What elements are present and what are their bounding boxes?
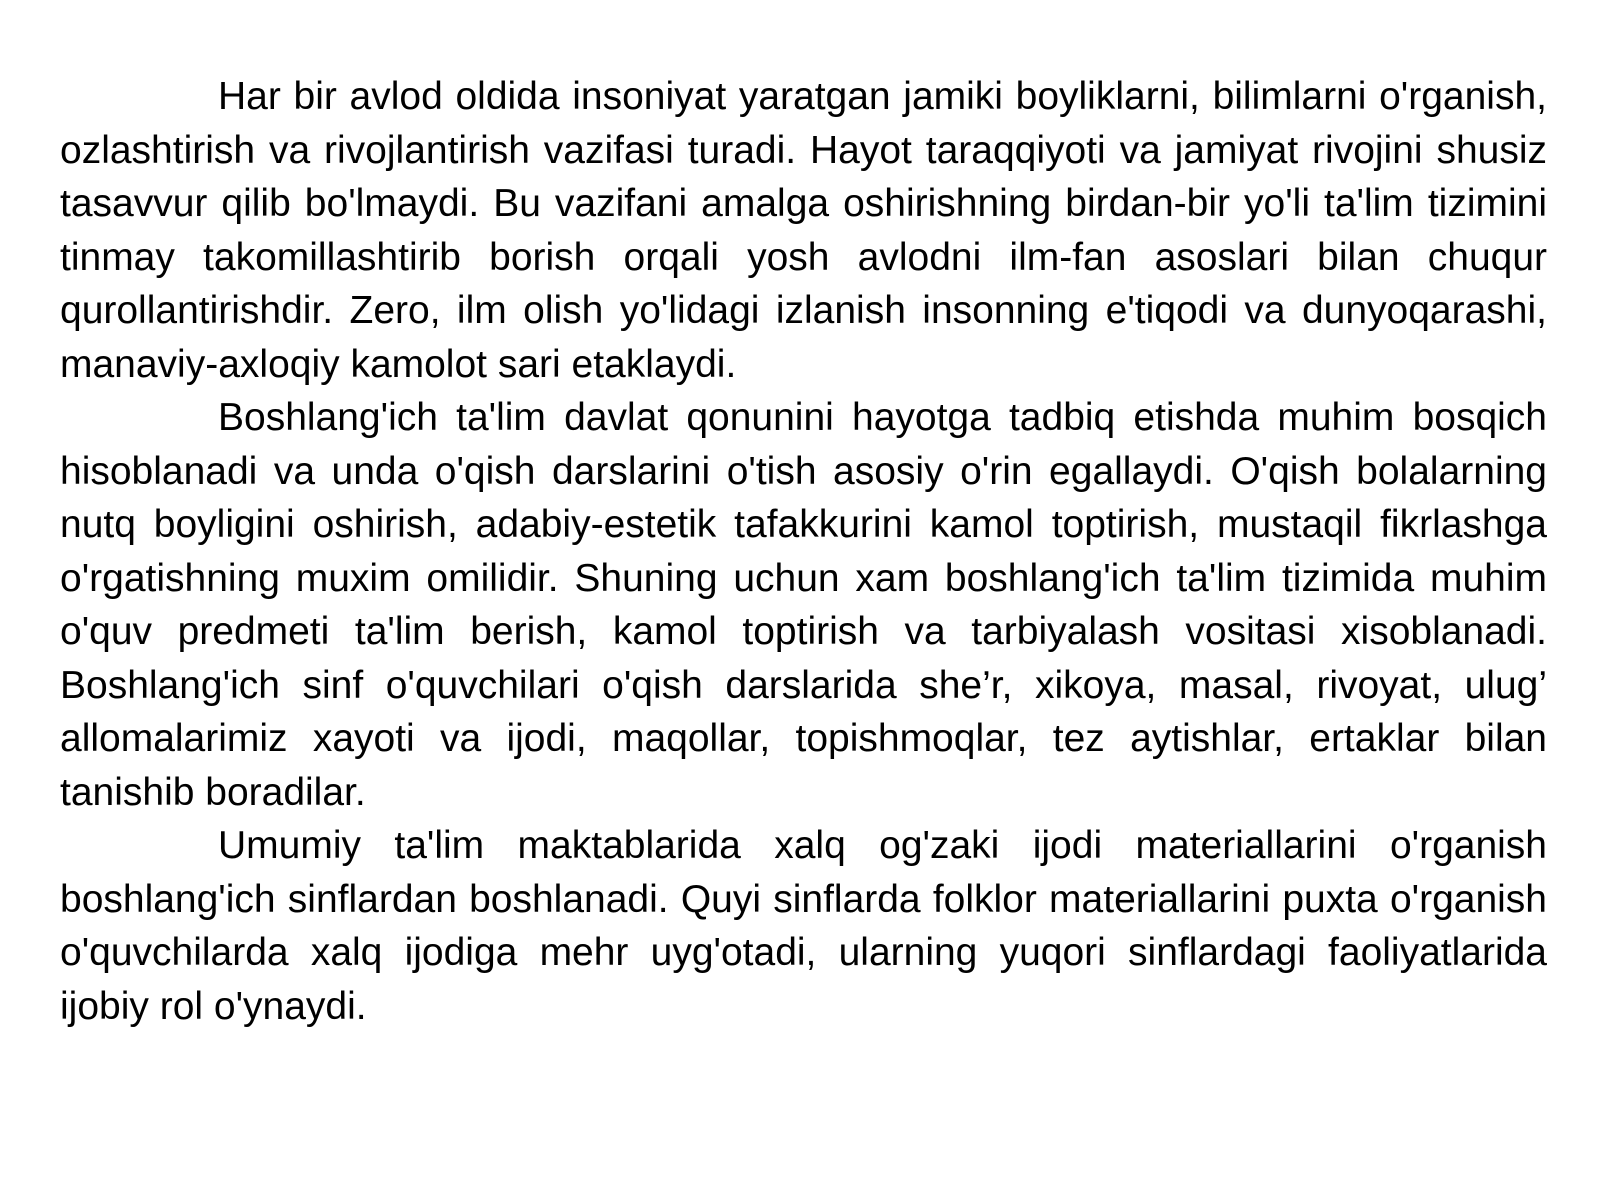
- paragraph-3: Umumiy ta'lim maktablarida xalq og'zaki ijodi materiallarini o'rganish boshlang'ich sinflardan boshlanadi. Quyi sinflarda folklor materiallarini puxta o'rganish o'quvchilarda xalq ijodiga mehr uyg'otadi, ularning yuqori sinflardagi faoliyatlarida ijobiy rol o'ynaydi.: [60, 824, 1547, 1028]
- paragraph-1: Har bir avlod oldida insoniyat yaratgan jamiki boyliklarni, bilimlarni o'rganish, ozlashtirish va rivojlantirish vazifasi turadi. Hayot taraqqiyoti va jamiyat rivojini shusiz tasavvur qilib bo'lmaydi. Bu vazifani amalga oshirishning birdan-bir yo'li ta'lim tizimini tinmay takomillashtirib borish orqali yosh avlodni ilm-fan asoslari bilan chuqur qurollantirishdir. Zero, ilm olish yo'lidagi izlanish insonning e'tiqodi va dunyoqarashi, manaviy-axloqiy kamolot sari etaklaydi.: [60, 75, 1547, 386]
- paragraph-2: Boshlang'ich ta'lim davlat qonunini hayotga tadbiq etishda muhim bosqich hisoblanadi va unda o'qish darslarini o'tish asosiy o'rin egallaydi. O'qish bolalarning nutq boyligini oshirish, adabiy-estetik tafakkurini kamol toptirish, mustaqil fikrlashga o'rgatishning muxim omilidir. Shuning uchun xam boshlang'ich ta'lim tizimida muhim o'quv predmeti ta'lim berish, kamol toptirish va tarbiyalash vositasi xisoblanadi. Boshlang'ich sinf o'quvchilari o'qish darslarida she’r, xikoya, masal, rivoyat, ulug’ allomalarimiz xayoti va ijodi, maqollar, topishmoqlar, tez aytishlar, ertaklar bilan tanishib boradilar.: [60, 396, 1547, 814]
- document-body: [60, 70, 1547, 1033]
